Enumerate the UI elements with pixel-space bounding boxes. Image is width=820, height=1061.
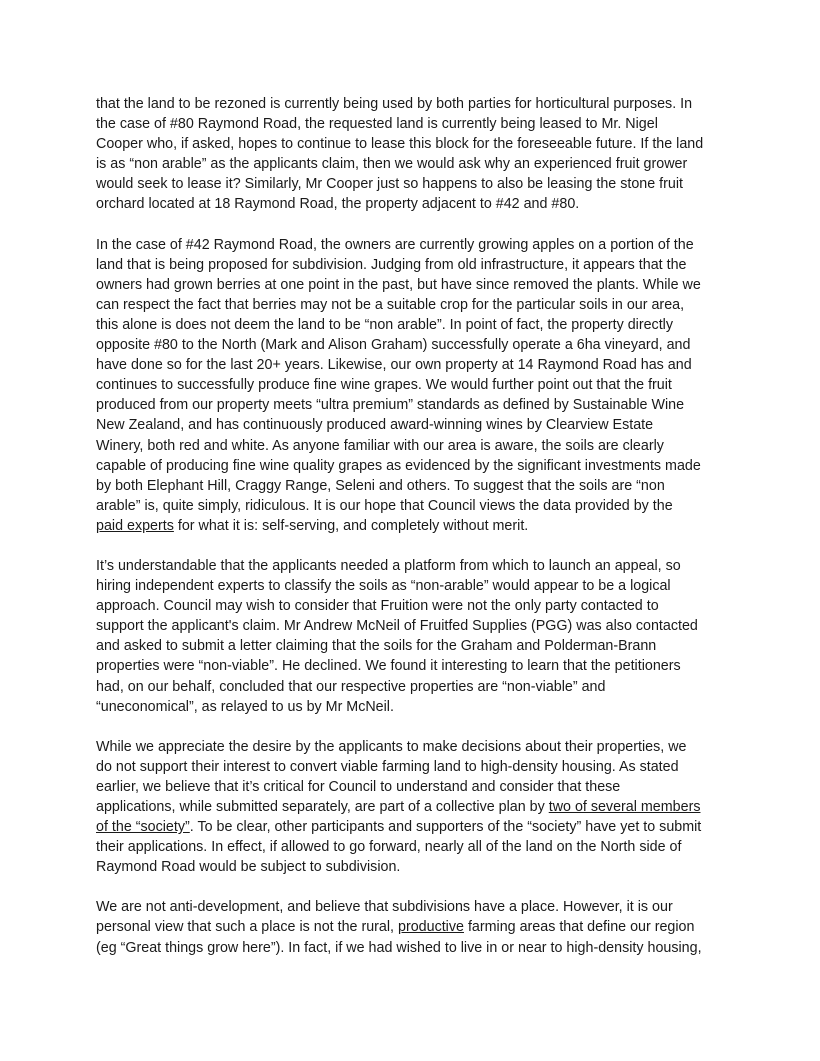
text-line: We are not anti-development, and believe that subdivisions have a place. However, it is our — [96, 899, 673, 916]
text-line: this alone is does not deem the land to be “non arable”. In point of fact, the property directly — [96, 316, 673, 333]
paragraph-5 — [96, 897, 726, 957]
text-fragment: applications, while submitted separately, are part of a collective plan by — [96, 799, 549, 815]
text-line: arable” is, quite simply, ridiculous. It is our hope that Council views the data provided by the — [96, 497, 673, 514]
paragraph-2 — [96, 235, 726, 536]
text-line: support the applicant's claim. Mr Andrew McNeil of Fruitfed Supplies (PGG) was also contacted — [96, 618, 698, 635]
underlined-word-productive: productive — [398, 919, 464, 936]
underlined-phrase-paid-experts: paid experts — [96, 517, 174, 534]
text-line: Raymond Road would be subject to subdivision. — [96, 859, 401, 876]
text-line: “uneconomical”, as relayed to us by Mr McNeil. — [96, 698, 394, 715]
text-line: It’s understandable that the applicants needed a platform from which to launch an appeal, so — [96, 557, 681, 574]
text-line — [96, 516, 726, 536]
text-line: produced from our property meets “ultra premium” standards as defined by Sustainable Wine — [96, 397, 685, 414]
text-line: In the case of #42 Raymond Road, the owners are currently growing apples on a portion of the — [96, 236, 694, 253]
text-fragment: . To be clear, other participants and supporters of the “society” have yet to submit — [189, 819, 702, 836]
text-line: capable of producing fine wine quality grapes as evidenced by the significant investments made — [96, 457, 701, 474]
text-line: the case of #80 Raymond Road, the requested land is currently being leased to Mr. Nigel — [96, 116, 658, 133]
text-line: Cooper who, if asked, hopes to continue to lease this block for the foreseeable future. If the land — [96, 136, 704, 153]
document-page — [96, 94, 726, 978]
text-line: opposite #80 to the North (Mark and Alison Graham) successfully operate a 6ha vineyard, and — [96, 337, 691, 354]
text-line — [96, 797, 726, 817]
paragraph-1 — [96, 94, 726, 215]
text-line: that the land to be rezoned is currently being used by both parties for horticultural purposes. In — [96, 96, 693, 112]
text-line: do not support their interest to convert viable farming land to high-density housing. As stated — [96, 758, 679, 775]
text-line: owners had grown berries at one point in the past, but have since removed the plants. While we — [96, 276, 701, 293]
text-line: orchard located at 18 Raymond Road, the property adjacent to #42 and #80. — [96, 196, 580, 213]
text-line: While we appreciate the desire by the applicants to make decisions about their properties, we — [96, 738, 687, 755]
text-fragment: farming areas that define our region — [463, 919, 695, 936]
text-fragment: for what it is: self-serving, and completely without merit. — [173, 517, 529, 534]
text-line: land that is being proposed for subdivision. Judging from old infrastructure, it appears that the — [96, 256, 687, 273]
text-line: continues to successfully produce fine wine grapes. We would further point out that the fruit — [96, 377, 672, 394]
paragraph-3 — [96, 556, 726, 717]
text-line: earlier, we believe that it’s critical for Council to understand and consider that these — [96, 778, 621, 795]
text-line: can respect the fact that berries may not be a suitable crop for the particular soils in our area, — [96, 296, 685, 313]
text-line: properties were “non-viable”. He declined. We found it interesting to learn that the petitioners — [96, 658, 681, 675]
text-line: by both Elephant Hill, Craggy Range, Seleni and others. To suggest that the soils are “non — [96, 477, 665, 494]
text-line — [96, 817, 726, 837]
text-fragment: personal view that such a place is not the rural, — [96, 919, 398, 936]
text-line: have done so for the last 20+ years. Likewise, our own property at 14 Raymond Road has and — [96, 357, 692, 374]
underlined-phrase-society-members: two of several members — [548, 799, 701, 815]
text-line: would seek to lease it? Similarly, Mr Cooper just so happens to also be leasing the stone fruit — [96, 176, 684, 193]
text-line: (eg “Great things grow here”). In fact, if we had wished to live in or near to high-density housing, — [96, 939, 702, 956]
text-line: had, on our behalf, concluded that our respective properties are “non-viable” and — [96, 678, 606, 695]
text-line: Winery, both red and white. As anyone familiar with our area is aware, the soils are clearly — [96, 437, 664, 454]
text-line — [96, 917, 726, 937]
text-line: New Zealand, and has continuously produced award-winning wines by Clearview Estate — [96, 417, 654, 434]
paragraph-4 — [96, 737, 726, 878]
text-line: approach. Council may wish to consider that Fruition were not the only party contacted to — [96, 598, 659, 615]
text-line: hiring independent experts to classify the soils as “non-arable” would appear to be a logical — [96, 578, 671, 595]
text-line: their applications. In effect, if allowed to go forward, nearly all of the land on the North side of — [96, 839, 682, 856]
text-line: is as “non arable” as the applicants claim, then we would ask why an experienced fruit grower — [96, 156, 688, 173]
underlined-phrase-society: of the “society” — [96, 819, 190, 836]
text-line: and asked to submit a letter claiming that the soils for the Graham and Polderman-Brann — [96, 638, 657, 655]
